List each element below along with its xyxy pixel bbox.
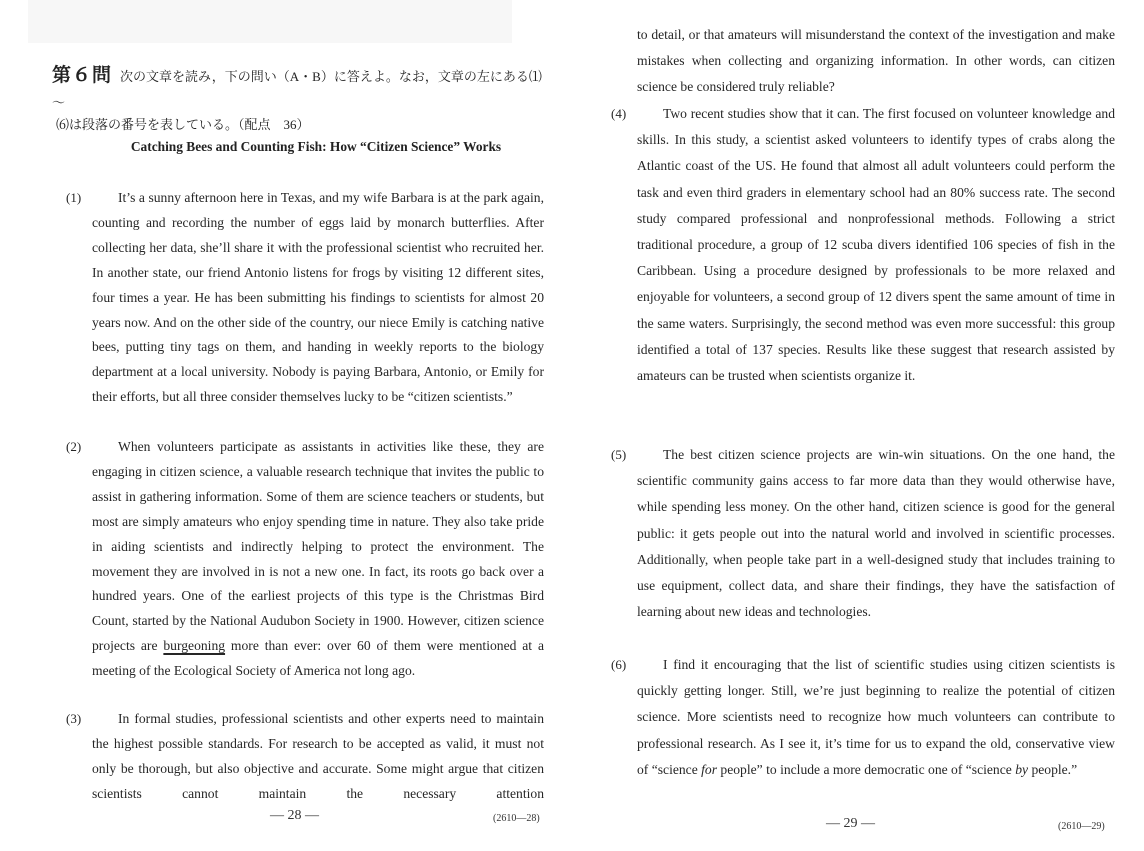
paragraph-text	[92, 435, 544, 684]
paragraph-text: to detail, or that amateurs will misunderstand the context of the investigation and make mistakes when collecting and organizing information. In other words, can citizen science be considered truly reliable?	[637, 27, 1115, 95]
paragraph-number: (2)	[66, 439, 82, 454]
instruction-line-2: ⑹は段落の番号を表している。（配点 36）	[56, 117, 310, 132]
italic-word: by	[1015, 761, 1029, 777]
article-title: Catching Bees and Counting Fish: How “Citizen Science” Works	[130, 139, 502, 154]
text-segment: I find it encouraging that the list of scientific studies using citizen scientists is quickly getting longer. Still, we’re just beginning to realize the potential of citizen science. More scientists need to recognize how much volunteers can contribute to professional research. As I see it, it’s time for us to expand the old, conservative view of “science	[637, 657, 1115, 777]
paragraph-text: In formal studies, professional scientists and other experts need to maintain the highest possible standards. For research to be accepted as valid, it must not only be thorough, but also objective and accurate. Some might argue that citizen scientists cannot maintain the necessary attention	[92, 711, 544, 801]
paragraph-1	[66, 186, 544, 410]
paragraph-text: It’s a sunny afternoon here in Texas, and my wife Barbara is at the park again, counting and recording the number of eggs laid by monarch butterflies. After collecting her data, she’ll share it with the professional scientist who recruited her. In another state, our friend Antonio listens for frogs by visiting 12 different sites, four times a year. He has been submitting his findings to scientists for almost 20 years now. And on the other side of the country, our niece Emily is catching native bees, putting tiny tags on them, and handing in weekly reports to the biology department at a local university. Nobody is paying Barbara, Antonio, or Emily for their efforts, but all three consider themselves lucky to be “citizen scientists.”	[92, 190, 544, 405]
page-number-29: — 29 —	[826, 816, 875, 831]
paragraph-3	[66, 707, 544, 807]
question-header	[52, 62, 552, 138]
paragraph-number: (6)	[611, 657, 627, 672]
page-code-29: (2610—29)	[1058, 821, 1105, 832]
paragraph-3-continued	[637, 22, 1115, 101]
paragraph-4	[611, 101, 1115, 389]
question-number: 第６問	[52, 64, 113, 86]
paragraph-number: (5)	[611, 447, 627, 462]
underlined-word: burgeoning	[163, 638, 226, 654]
paragraph-2	[66, 435, 544, 684]
paragraph-text: Two recent studies show that it can. The first focused on volunteer knowledge and skills. In this study, a scientist asked volunteers to identify types of crabs along the Atlantic coast of the US. He found that almost all adult volunteers could perform the task and even third graders in elementary school had an 80% success rate. The second study compared professional and nonprofessional methods. Following a strict traditional procedure, a group of 12 scuba divers identified 106 species of fish in the Caribbean. Using a procedure designed by professionals to be more relaxed and enjoyable for volunteers, a second group of 12 divers spent the same amount of time in the same waters. Surprisingly, the second method was even more successful: this group identified a total of 137 species. Results like these suggest that research assisted by amateurs can be trusted when scientists organize it.	[637, 106, 1115, 384]
paragraph-number: (1)	[66, 190, 82, 205]
paragraph-text: The best citizen science projects are win-win situations. On the one hand, the scientific community gains access to far more data than they would otherwise have, while spending less money. On the other hand, citizen science is good for the general public: it gets people out into the natural world and involved in scientific processes. Additionally, when people take part in a well-designed study that includes training to use equipment, collect data, and share their findings, they have the satisfaction of learning about new ideas and technologies.	[637, 447, 1115, 620]
page-code-28: (2610—28)	[493, 813, 540, 824]
text-segment: people.”	[1028, 761, 1078, 777]
text-segment: more than ever: over 60 of them were mentioned at a meeting of the Ecological Society of America not long ago.	[92, 638, 544, 679]
paragraph-number: (3)	[66, 711, 82, 726]
paragraph-number: (4)	[611, 106, 627, 121]
paragraph-5	[611, 442, 1115, 625]
instruction-line-1: 次の文章を読み，下の問い（A・B）に答えよ。なお，文章の左にある⑴～	[52, 69, 542, 110]
text-segment: When volunteers participate as assistants in activities like these, they are engaging in citizen science, a valuable research technique that invites the public to assist in gathering information. Some of them are science teachers or students, but most are simply amateurs who enjoy spending time in nature. They also take pride in aiding scientists and indirectly helping to protect the environment. The movement they are involved in is not a new one. In fact, its roots go back over a hundred years. One of the earliest projects of this type is the Christmas Bird Count, started by the National Audubon Society in 1900. However, citizen science projects are	[92, 439, 544, 654]
paragraph-6	[611, 652, 1115, 783]
italic-word: for	[701, 761, 718, 777]
page-number-28: — 28 —	[270, 808, 319, 823]
text-segment: people” to include a more democratic one of “science	[717, 761, 1016, 777]
paragraph-text	[637, 652, 1115, 783]
